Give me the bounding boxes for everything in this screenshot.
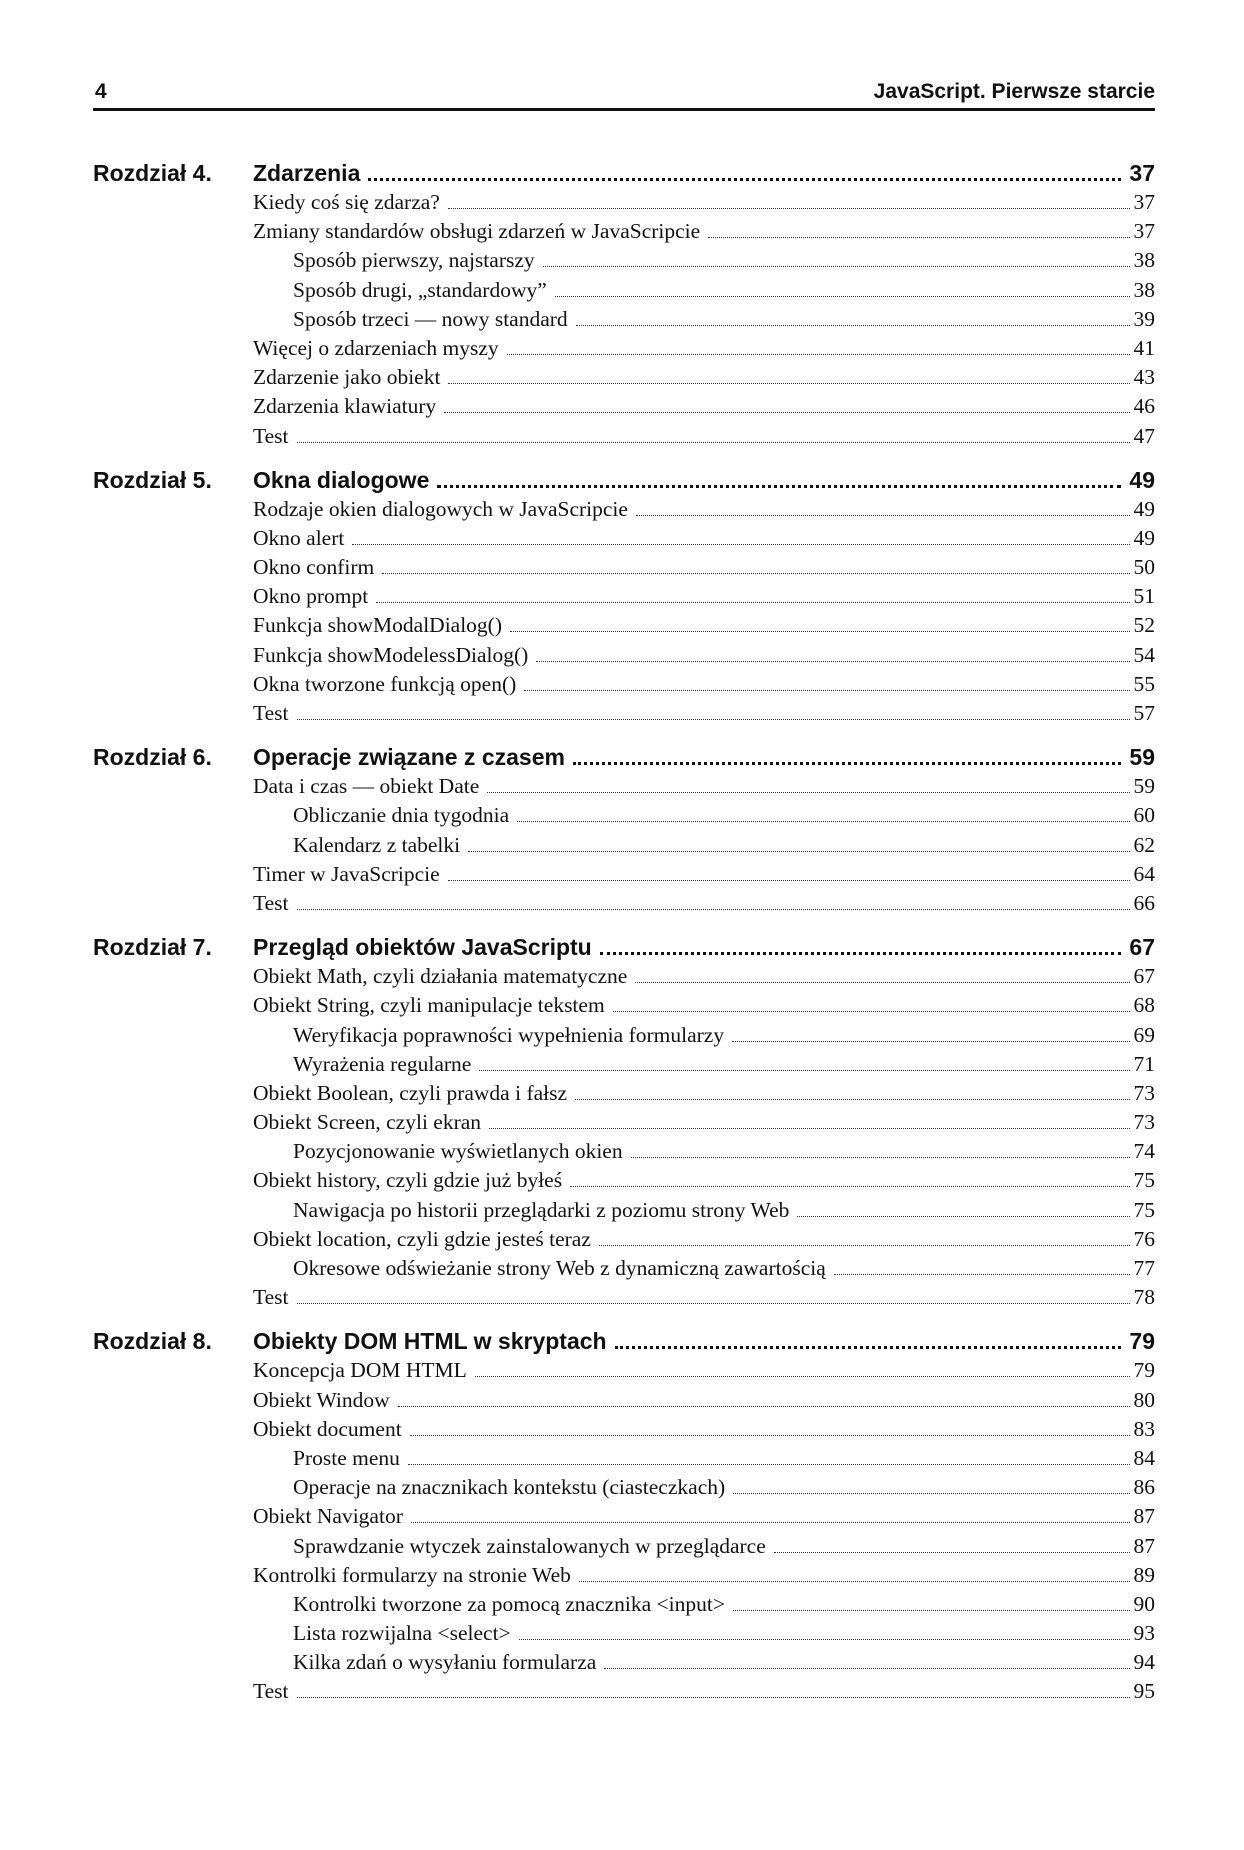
- chapter-page-number: 49: [1129, 466, 1155, 493]
- entry-page-number: 83: [1133, 1416, 1155, 1441]
- dot-leader: [398, 1406, 1130, 1407]
- dot-leader: [604, 1668, 1129, 1669]
- dot-leader: [708, 237, 1129, 238]
- entry-page-number: 59: [1133, 774, 1155, 799]
- entry-title: Funkcja showModalDialog(): [253, 613, 503, 638]
- chapter-heading: [93, 465, 1155, 495]
- entry-page-number: 49: [1133, 525, 1155, 550]
- entry-title: Weryfikacja poprawności wypełnienia formularzy: [293, 1022, 725, 1047]
- dot-leader: [543, 266, 1130, 267]
- dot-leader: [510, 631, 1129, 632]
- entry-page-number: 78: [1133, 1285, 1155, 1310]
- dot-leader: [382, 573, 1129, 574]
- entry-page-number: 73: [1133, 1110, 1155, 1135]
- toc-entry: [93, 276, 1155, 305]
- entry-page-number: 84: [1133, 1445, 1155, 1470]
- dot-leader: [576, 325, 1130, 326]
- entry-title: Obiekt document: [253, 1416, 402, 1441]
- entry-page-number: 38: [1133, 277, 1155, 302]
- chapter-label: Rozdział 8.: [93, 1328, 212, 1355]
- dot-leader: [475, 1376, 1130, 1377]
- dot-leader: [489, 1128, 1129, 1129]
- toc-entry: [93, 1386, 1155, 1415]
- dot-leader: [570, 1186, 1129, 1187]
- entry-title: Okno prompt: [253, 584, 369, 609]
- dot-leader: [448, 208, 1130, 209]
- entry-page-number: 39: [1133, 306, 1155, 331]
- entry-title: Operacje na znacznikach kontekstu (ciasteczkach): [293, 1475, 726, 1500]
- entry-page-number: 76: [1133, 1226, 1155, 1251]
- chapter-title: Przegląd obiektów JavaScriptu: [253, 934, 592, 961]
- dot-leader: [411, 1522, 1130, 1523]
- entry-title: Nawigacja po historii przeglądarki z poziomu strony Web: [293, 1197, 790, 1222]
- toc-entry: [93, 1050, 1155, 1079]
- entry-title: Obiekt String, czyli manipulacje tekstem: [253, 993, 605, 1018]
- entry-title: Kontrolki tworzone za pomocą znacznika <input>: [293, 1591, 726, 1616]
- entry-page-number: 75: [1133, 1168, 1155, 1193]
- chapter-heading: [93, 742, 1155, 772]
- entry-title: Obiekt Screen, czyli ekran: [253, 1110, 482, 1135]
- dot-leader: [448, 383, 1129, 384]
- chapter-heading: [93, 1326, 1155, 1356]
- dot-leader: [297, 442, 1130, 443]
- toc-entry: [93, 188, 1155, 217]
- entry-title: Zmiany standardów obsługi zdarzeń w JavaScripcie: [253, 219, 701, 244]
- dot-leader: [517, 821, 1129, 822]
- dot-leader: [613, 1011, 1130, 1012]
- toc-entry: [93, 1356, 1155, 1385]
- chapter-page-number: 79: [1129, 1328, 1155, 1355]
- entry-title: Okno alert: [253, 525, 345, 550]
- toc-entry: [93, 1677, 1155, 1706]
- dot-leader: [444, 412, 1129, 413]
- entry-page-number: 93: [1133, 1621, 1155, 1646]
- toc-chapter: [93, 742, 1155, 918]
- dot-leader: [297, 1303, 1130, 1304]
- chapter-heading: [93, 932, 1155, 962]
- entry-title: Funkcja showModelessDialog(): [253, 642, 529, 667]
- toc-entry: [93, 422, 1155, 451]
- entry-page-number: 46: [1133, 394, 1155, 419]
- dot-leader: [507, 354, 1130, 355]
- toc-entry: [93, 246, 1155, 275]
- entry-title: Zdarzenia klawiatury: [253, 394, 437, 419]
- toc-entry: [93, 611, 1155, 640]
- toc-entry: [93, 1619, 1155, 1648]
- toc-entry: [93, 495, 1155, 524]
- entry-title: Sposób drugi, „standardowy”: [293, 277, 547, 302]
- toc-entry: [93, 1225, 1155, 1254]
- entry-title: Okresowe odświeżanie strony Web z dynamiczną zawartością: [293, 1256, 826, 1280]
- chapter-page-number: 37: [1129, 160, 1155, 186]
- dot-leader: [487, 792, 1129, 793]
- entry-page-number: 80: [1133, 1387, 1155, 1412]
- chapter-label: Rozdział 4.: [93, 160, 212, 186]
- toc-entry: [93, 991, 1155, 1020]
- entry-title: Proste menu: [293, 1445, 400, 1470]
- dot-leader: [635, 982, 1129, 983]
- dot-leader: [733, 1610, 1129, 1611]
- toc-entry: [93, 553, 1155, 582]
- dot-leader: [448, 880, 1130, 881]
- chapter-page-number: 67: [1129, 934, 1155, 961]
- toc-entry: [93, 1079, 1155, 1108]
- dot-leader: [575, 1099, 1129, 1100]
- toc-entry: [93, 1561, 1155, 1590]
- dot-leader: [297, 909, 1130, 910]
- toc-entry: [93, 1021, 1155, 1050]
- dot-leader: [536, 661, 1129, 662]
- entry-title: Okna tworzone funkcją open(): [253, 671, 517, 696]
- dot-leader: [410, 1435, 1130, 1436]
- toc-entry: [93, 1590, 1155, 1619]
- entry-page-number: 49: [1133, 496, 1155, 521]
- dot-leader: [631, 1157, 1130, 1158]
- entry-title: Rodzaje okien dialogowych w JavaScripcie: [253, 496, 628, 521]
- entry-title: Więcej o zdarzeniach myszy: [253, 335, 499, 360]
- toc-entry: [93, 889, 1155, 918]
- entry-page-number: 75: [1133, 1197, 1155, 1222]
- chapter-title: Zdarzenia: [253, 160, 361, 186]
- entry-page-number: 54: [1133, 642, 1155, 667]
- entry-title: Pozycjonowanie wyświetlanych okien: [293, 1139, 623, 1164]
- book-title: JavaScript. Pierwsze starcie: [873, 80, 1155, 103]
- entry-title: Obiekt history, czyli gdzie już byłeś: [253, 1168, 563, 1193]
- entry-title: Kilka zdań o wysyłaniu formularza: [293, 1650, 597, 1675]
- entry-page-number: 43: [1133, 365, 1155, 390]
- entry-title: Test: [253, 890, 289, 915]
- chapter-title: Operacje związane z czasem: [253, 744, 565, 771]
- entry-page-number: 69: [1133, 1022, 1155, 1047]
- entry-page-number: 77: [1133, 1256, 1155, 1280]
- entry-page-number: 62: [1133, 832, 1155, 857]
- dot-leader: [600, 952, 1122, 955]
- dot-leader: [573, 762, 1121, 765]
- entry-title: Obiekt Window: [253, 1387, 390, 1412]
- dot-leader: [579, 1581, 1130, 1582]
- dot-leader: [615, 1346, 1122, 1349]
- chapter-page-number: 59: [1129, 744, 1155, 771]
- entry-page-number: 68: [1133, 993, 1155, 1018]
- dot-leader: [297, 1697, 1130, 1698]
- chapter-title: Okna dialogowe: [253, 466, 430, 493]
- entry-title: Wyrażenia regularne: [293, 1051, 472, 1076]
- dot-leader: [524, 690, 1129, 691]
- entry-title: Sposób pierwszy, najstarszy: [293, 248, 535, 273]
- entry-page-number: 55: [1133, 671, 1155, 696]
- chapter-title: Obiekty DOM HTML w skryptach: [253, 1328, 607, 1355]
- toc-entry: [93, 305, 1155, 334]
- entry-page-number: 87: [1133, 1504, 1155, 1529]
- entry-title: Obiekt Math, czyli działania matematyczne: [253, 964, 628, 989]
- entry-page-number: 67: [1133, 964, 1155, 989]
- entry-title: Data i czas — obiekt Date: [253, 774, 480, 799]
- dot-leader: [352, 544, 1129, 545]
- dot-leader: [479, 1070, 1129, 1071]
- entry-page-number: 66: [1133, 890, 1155, 915]
- toc-entry: [93, 524, 1155, 553]
- toc-entry: [93, 217, 1155, 246]
- toc-entry: [93, 1648, 1155, 1677]
- toc-entry: [93, 1254, 1155, 1283]
- entry-page-number: 38: [1133, 248, 1155, 273]
- dot-leader: [437, 485, 1121, 488]
- entry-title: Test: [253, 423, 289, 448]
- entry-title: Koncepcja DOM HTML: [253, 1358, 467, 1383]
- entry-page-number: 52: [1133, 613, 1155, 638]
- entry-title: Sprawdzanie wtyczek zainstalowanych w przeglądarce: [293, 1533, 766, 1558]
- entry-title: Kalendarz z tabelki: [293, 832, 461, 857]
- entry-title: Obiekt Boolean, czyli prawda i fałsz: [253, 1080, 568, 1105]
- entry-title: Test: [253, 1679, 289, 1704]
- toc-entry: [93, 1502, 1155, 1531]
- entry-page-number: 79: [1133, 1358, 1155, 1383]
- entry-page-number: 87: [1133, 1533, 1155, 1558]
- entry-title: Test: [253, 701, 289, 725]
- toc-entry: [93, 1166, 1155, 1195]
- toc-entry: [93, 699, 1155, 728]
- entry-page-number: 50: [1133, 555, 1155, 580]
- toc-chapter: [93, 1326, 1155, 1706]
- toc-entry: [93, 1444, 1155, 1473]
- entry-page-number: 37: [1133, 219, 1155, 244]
- entry-page-number: 73: [1133, 1080, 1155, 1105]
- entry-page-number: 95: [1133, 1679, 1155, 1704]
- entry-page-number: 71: [1133, 1051, 1155, 1076]
- entry-title: Test: [253, 1285, 289, 1310]
- toc-entry: [93, 363, 1155, 392]
- entry-page-number: 94: [1133, 1650, 1155, 1675]
- dot-leader: [636, 515, 1130, 516]
- toc-entry: [93, 1532, 1155, 1561]
- document-page: [93, 72, 1155, 1721]
- page-number: 4: [95, 80, 107, 103]
- dot-leader: [376, 602, 1129, 603]
- toc-entry: [93, 860, 1155, 889]
- dot-leader: [733, 1493, 1129, 1494]
- entry-title: Obiekt Navigator: [253, 1504, 403, 1529]
- dot-leader: [834, 1274, 1130, 1275]
- toc-entry: [93, 334, 1155, 363]
- entry-title: Obiekt location, czyli gdzie jesteś teraz: [253, 1226, 591, 1251]
- dot-leader: [555, 296, 1130, 297]
- dot-leader: [297, 719, 1130, 720]
- dot-leader: [599, 1245, 1130, 1246]
- entry-title: Obliczanie dnia tygodnia: [293, 803, 510, 828]
- entry-title: Kiedy coś się zdarza?: [253, 190, 440, 214]
- entry-page-number: 51: [1133, 584, 1155, 609]
- toc-entry: [93, 1196, 1155, 1225]
- chapter-label: Rozdział 6.: [93, 744, 212, 771]
- toc-entry: [93, 801, 1155, 830]
- chapter-heading: [93, 158, 1155, 188]
- entry-page-number: 89: [1133, 1562, 1155, 1587]
- entry-page-number: 86: [1133, 1475, 1155, 1500]
- toc-entry: [93, 641, 1155, 670]
- dot-leader: [519, 1639, 1130, 1640]
- toc-chapter: [93, 158, 1155, 451]
- entry-title: Kontrolki formularzy na stronie Web: [253, 1562, 571, 1587]
- toc-entry: [93, 962, 1155, 991]
- toc-entry: [93, 1415, 1155, 1444]
- toc-entry: [93, 1283, 1155, 1312]
- running-header: [93, 72, 1155, 111]
- toc-entry: [93, 392, 1155, 421]
- toc-chapter: [93, 465, 1155, 729]
- dot-leader: [797, 1216, 1129, 1217]
- entry-page-number: 47: [1133, 423, 1155, 448]
- dot-leader: [368, 178, 1121, 181]
- entry-page-number: 60: [1133, 803, 1155, 828]
- entry-page-number: 64: [1133, 861, 1155, 886]
- entry-title: Lista rozwijalna <select>: [293, 1621, 511, 1646]
- toc-entry: [93, 1137, 1155, 1166]
- dot-leader: [774, 1552, 1130, 1553]
- entry-title: Okno confirm: [253, 555, 375, 580]
- chapter-label: Rozdział 5.: [93, 466, 212, 493]
- dot-leader: [468, 851, 1129, 852]
- toc-entry: [93, 772, 1155, 801]
- entry-title: Zdarzenie jako obiekt: [253, 365, 441, 390]
- toc-entry: [93, 582, 1155, 611]
- entry-title: Timer w JavaScripcie: [253, 861, 440, 886]
- entry-page-number: 90: [1133, 1591, 1155, 1616]
- entry-title: Sposób trzeci — nowy standard: [293, 306, 568, 331]
- toc-entry: [93, 670, 1155, 699]
- entry-page-number: 57: [1133, 701, 1155, 725]
- toc-chapter: [93, 932, 1155, 1312]
- entry-page-number: 41: [1133, 335, 1155, 360]
- dot-leader: [408, 1464, 1130, 1465]
- chapter-label: Rozdział 7.: [93, 934, 212, 961]
- entry-page-number: 74: [1133, 1139, 1155, 1164]
- toc-entry: [93, 831, 1155, 860]
- dot-leader: [732, 1041, 1129, 1042]
- table-of-contents: [93, 158, 1155, 1707]
- toc-entry: [93, 1108, 1155, 1137]
- entry-page-number: 37: [1133, 190, 1155, 214]
- toc-entry: [93, 1473, 1155, 1502]
